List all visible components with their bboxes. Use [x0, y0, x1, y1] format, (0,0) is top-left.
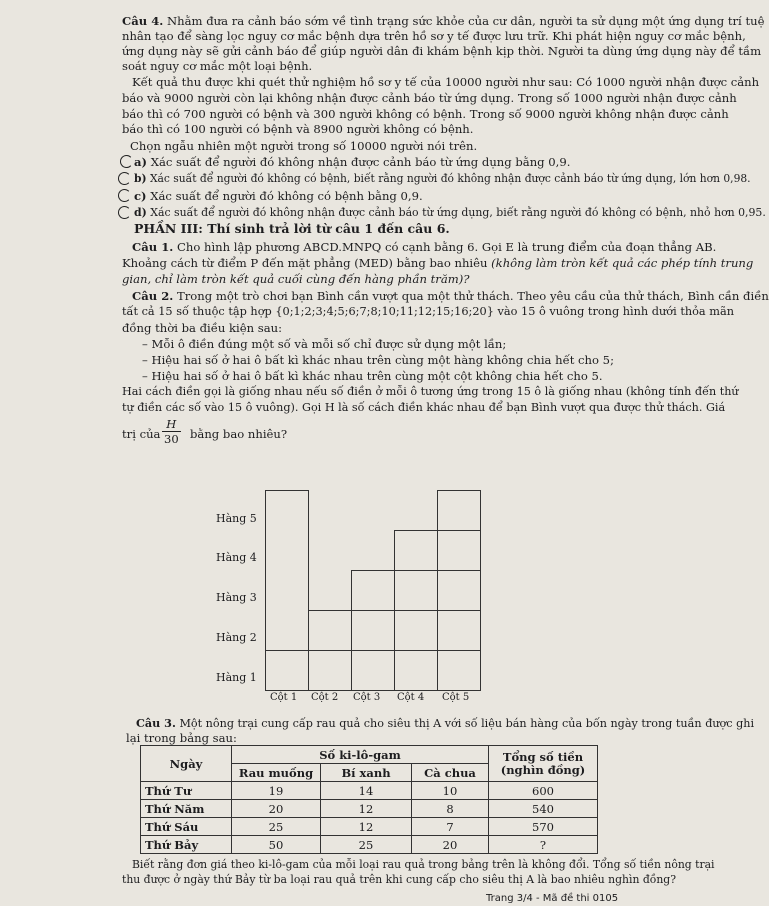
q4-line-3: ứng dụng này sẽ gửi cảnh báo để giúp người dân đi khám bệnh kịp thời. Người ta dùng ứng dụng này để tầm — [122, 44, 762, 58]
c2-line-5: tự điền các số vào 15 ô vuông). Gọi H là số cách điền khác nhau để bạn Bình vượt qua được thử thách. Giá — [122, 401, 726, 414]
c2-line-2: tất cả 15 số thuộc tập hợp {0;1;2;3;4;5;6;7;8;10;11;12;15;16;20} vào 15 ô vuông trong hình dưới thỏa mãn — [122, 305, 734, 318]
col-label-4: Cột 4 — [397, 692, 425, 703]
c1-text: Cho hình lập phương ABCD.MNPQ có cạnh bằng 6. Gọi E là trung điểm của đoạn thẳng AB. — [177, 240, 717, 254]
item-text: Xác suất để người đó không nhận được cảnh báo từ ứng dụng, biết rằng người đó không có bệnh, nhỏ hơn 0,95. — [150, 206, 766, 219]
item-text: Xác suất để người đó không có bệnh bằng 0,9. — [150, 189, 423, 203]
grid-cell — [351, 570, 395, 611]
cell-total: ? — [489, 836, 598, 854]
q4-item-d — [134, 206, 766, 220]
col-label-1: Cột 1 — [270, 692, 298, 703]
cell-value: 8 — [412, 800, 489, 818]
cell-day: Thứ Tư — [141, 782, 232, 800]
header-day: Ngày — [141, 746, 232, 782]
table-header-row — [141, 746, 598, 764]
item-label: a) — [134, 155, 147, 169]
header-rau-muong: Rau muống — [232, 764, 321, 782]
row-label-3: Hàng 3 — [216, 591, 257, 604]
sales-table — [140, 745, 598, 854]
cell-total: 570 — [489, 818, 598, 836]
c3-line-3: Biết rằng đơn giá theo ki-lô-gam của mỗi loại rau quả trong bảng trên là không đổi. Tổng số tiền nông trại — [132, 858, 715, 871]
c3-title: Câu 3. — [136, 716, 176, 730]
c2-line-3: đồng thời ba điều kiện sau: — [122, 321, 283, 335]
c3-text: Một nông trại cung cấp rau quả cho siêu thị A với số liệu bán hàng của bốn ngày trong tuần được ghi — [179, 717, 755, 730]
grid-cell — [437, 490, 481, 531]
row-label-4: Hàng 4 — [216, 551, 257, 564]
cell-value: 10 — [412, 782, 489, 800]
grid-cell — [308, 650, 352, 691]
q4-p1-text: Nhằm đưa ra cảnh báo sớm về tình trạng sức khỏe của cư dân, người ta sử dụng một ứng dụng trí tuệ — [167, 14, 765, 28]
header-total: Tổng số tiền (nghìn đồng) — [489, 746, 598, 782]
q4-line-5: Kết quả thu được khi quét thử nghiệm hồ sơ y tế của 10000 người như sau: Có 1000 người nhận được cảnh — [132, 75, 760, 89]
q4-title: Câu 4. — [122, 14, 164, 28]
cell-value: 20 — [232, 800, 321, 818]
c1-line-3: gian, chỉ làm tròn kết quả cuối cùng đến hàng phần trăm)? — [122, 272, 470, 286]
item-label: c) — [134, 189, 147, 203]
col-label-3: Cột 3 — [353, 692, 381, 703]
fraction-denominator: 30 — [164, 432, 179, 446]
c2-text: Trong một trò chơi bạn Bình cần vượt qua một thử thách. Theo yêu cầu của thử thách, Bình cần điền — [177, 289, 769, 303]
c2-line-4: Hai cách điền gọi là giống nhau nếu số điền ở mỗi ô tương ứng trong 15 ô là giống nhau (không tính đến thứ — [122, 385, 739, 398]
q4-item-a — [134, 155, 570, 169]
cell-value: 19 — [232, 782, 321, 800]
c1-title: Câu 1. — [132, 240, 174, 254]
grid-cell — [437, 570, 481, 611]
cell-day: Thứ Sáu — [141, 818, 232, 836]
fraction-numerator: H — [162, 417, 181, 432]
col-label-2: Cột 2 — [311, 692, 339, 703]
cell-value: 25 — [232, 818, 321, 836]
c2-line-6a: trị của — [122, 427, 161, 441]
page-footer: Trang 3/4 - Mã đề thi 0105 — [486, 893, 619, 904]
item-label: d) — [134, 206, 147, 219]
q4-line-9: Chọn ngẫu nhiên một người trong số 10000 người nói trên. — [130, 139, 478, 153]
c2-cond-1: – Mỗi ô điền đúng một số và mỗi số chỉ được sử dụng một lần; — [142, 337, 507, 351]
c2-cond-2: – Hiệu hai số ở hai ô bất kì khác nhau trên cùng một hàng không chia hết cho 5; — [142, 353, 614, 367]
table-row — [141, 836, 598, 854]
grid-cell — [437, 650, 481, 691]
grid-cell — [437, 530, 481, 571]
header-kg: Số ki-lô-gam — [232, 746, 489, 764]
item-label: b) — [134, 172, 147, 185]
header-bi-xanh: Bí xanh — [321, 764, 412, 782]
q4-line-7: báo thì có 700 người có bệnh và 300 người không có bệnh. Trong số 9000 người không nhận được cảnh — [122, 107, 729, 121]
c2-title: Câu 2. — [132, 289, 174, 303]
q4-line-1 — [122, 14, 764, 28]
handwritten-mark-icon — [118, 206, 131, 219]
grid-cell — [394, 610, 438, 651]
c3-line-1 — [136, 716, 754, 731]
table-row — [141, 800, 598, 818]
q4-item-b — [134, 172, 751, 186]
c1-text: Khoảng cách từ điểm P đến mặt phẳng (MED) bằng bao nhiêu — [122, 256, 492, 270]
q4-line-4: soát nguy cơ mắc một loại bệnh. — [122, 59, 313, 73]
handwritten-mark-icon — [118, 172, 131, 185]
grid-cell — [351, 650, 395, 691]
c3-line-2: lại trong bảng sau: — [126, 731, 237, 745]
cell-day: Thứ Bảy — [141, 836, 232, 854]
c2-cond-3: – Hiệu hai số ở hai ô bất kì khác nhau trên cùng một cột không chia hết cho 5. — [142, 369, 603, 383]
table-row — [141, 818, 598, 836]
fraction-h-30 — [162, 417, 181, 446]
cell-total: 540 — [489, 800, 598, 818]
grid-column-1-outline — [265, 490, 309, 691]
q4-line-2: nhân tạo để sàng lọc nguy cơ mắc bệnh dựa trên hồ sơ y tế được lưu trữ. Khi phát hiện nguy cơ mắc bệnh, — [122, 29, 746, 43]
cell-value: 7 — [412, 818, 489, 836]
col-label-5: Cột 5 — [442, 692, 470, 703]
part3-title: PHẦN III: Thí sinh trả lời từ câu 1 đến câu 6. — [134, 221, 450, 236]
cell-value: 50 — [232, 836, 321, 854]
item-text: Xác suất để người đó không nhận được cảnh báo từ ứng dụng bằng 0,9. — [150, 155, 571, 169]
grid-cell — [437, 610, 481, 651]
c1-line-2 — [122, 256, 753, 270]
c3-line-4: thu được ở ngày thứ Bảy từ ba loại rau quả trên khi cung cấp cho siêu thị A là bao nhiêu nghìn đồng? — [122, 873, 677, 886]
grid-cell — [351, 610, 395, 651]
row-label-1: Hàng 1 — [216, 671, 257, 684]
row-label-5: Hàng 5 — [216, 512, 257, 525]
cell-value: 12 — [321, 800, 412, 818]
item-text: Xác suất để người đó không có bệnh, biết rằng người đó không nhận được cảnh báo từ ứng dụng, lớn hơn 0,98. — [149, 172, 751, 185]
cell-value: 25 — [321, 836, 412, 854]
table-row — [141, 782, 598, 800]
row-label-2: Hàng 2 — [216, 631, 257, 644]
header-ca-chua: Cà chua — [412, 764, 489, 782]
c1-line-1 — [132, 240, 716, 254]
q4-line-8: báo thì có 100 người có bệnh và 8900 người không có bệnh. — [122, 122, 474, 136]
c2-line-6b: bằng bao nhiêu? — [190, 427, 288, 441]
c1-italic-text: (không làm tròn kết quả các phép tính trung — [491, 256, 754, 270]
grid-cell — [308, 610, 352, 651]
grid-cell — [394, 650, 438, 691]
handwritten-mark-icon — [120, 155, 133, 168]
q4-line-6: báo và 9000 người còn lại không nhận được cảnh báo từ ứng dụng. Trong số 1000 người nhận được cảnh — [122, 91, 737, 105]
c2-line-1 — [132, 289, 769, 303]
q4-item-c — [134, 189, 423, 203]
handwritten-mark-icon — [118, 189, 131, 202]
cell-total: 600 — [489, 782, 598, 800]
cell-value: 14 — [321, 782, 412, 800]
cell-value: 12 — [321, 818, 412, 836]
cell-value: 20 — [412, 836, 489, 854]
grid-cell — [394, 530, 438, 571]
grid-cell — [394, 570, 438, 611]
cell-day: Thứ Năm — [141, 800, 232, 818]
